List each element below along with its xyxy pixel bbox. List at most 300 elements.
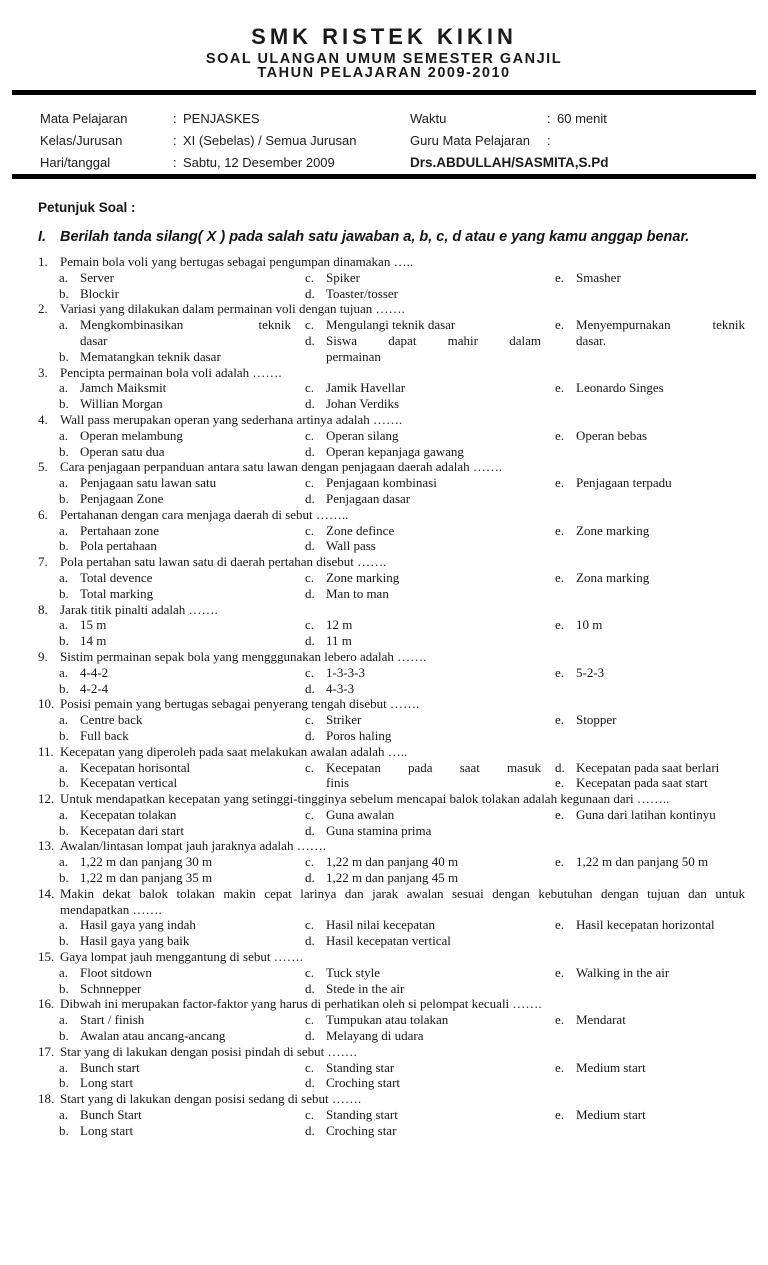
question-text-line: Gaya lompat jauh menggantung di sebut ……. [60,949,303,965]
option-text-line: 12 m [326,617,353,633]
answer-option-column [59,1012,305,1044]
answer-option [305,917,555,933]
option-text [326,286,555,302]
option-text-line: Zone marking [326,569,400,585]
answer-option [59,491,305,507]
option-letter: b. [59,1075,69,1091]
option-text-line: 15 m [80,617,107,633]
option-letter: a. [59,1107,69,1123]
option-text [326,428,555,444]
option-text-line: Striker [326,712,362,728]
answer-option [305,823,555,839]
option-letter: d. [305,1122,315,1138]
option-text-line: 1,22 m dan panjang 30 m [80,854,213,870]
option-text [576,665,745,681]
option-letter: a. [59,617,69,633]
question [38,1091,745,1138]
option-text [80,538,305,554]
option-text-line: Hasil gaya yang indah [80,917,196,933]
option-letter: d. [305,822,315,838]
option-letter: d. [305,980,315,996]
answer-option-column [555,428,745,460]
answer-option [59,854,305,870]
answer-option [305,760,555,792]
answer-option-column [305,270,555,302]
answer-option-column [305,854,555,886]
option-text [326,570,555,586]
question [38,744,745,791]
exam-header [0,0,768,80]
option-text-line: Toaster/tosser [326,285,399,301]
option-letter: b. [59,680,69,696]
answer-option [305,475,555,491]
option-letter: d. [305,332,315,348]
option-text [80,1028,305,1044]
option-letter: d. [305,285,315,301]
option-letter: a. [59,854,69,870]
question-text [60,996,745,1012]
option-letter: b. [59,822,69,838]
question [38,838,745,885]
option-text [80,665,305,681]
option-text [576,1107,745,1123]
meta-colon: : [173,111,177,126]
option-text [80,965,305,981]
answer-option-column [59,665,305,697]
option-text [326,1075,555,1091]
answer-option [555,1012,745,1028]
option-text [326,444,555,460]
option-letter: d. [305,585,315,601]
option-letter: b. [59,775,69,791]
answer-option [555,760,745,776]
option-text [326,633,555,649]
option-text [326,523,555,539]
option-text [326,1107,555,1123]
answer-option [555,965,745,981]
option-text-line: Medium start [576,1059,646,1075]
answer-option [59,1075,305,1091]
option-letter: c. [305,1107,315,1123]
question-text [60,949,745,965]
answer-options [59,712,745,744]
answer-options [59,665,745,697]
question-text-line: Sistim permainan sepak bola yang mengggunakan lebero adalah ……. [60,648,427,664]
option-text-line: 1-3-3-3 [326,664,365,680]
option-text-line: Hasil kecepatan horizontal [576,917,715,933]
option-text-line: Penjagaan dasar [326,490,411,506]
option-text-line: Melayang di udara [326,1028,424,1044]
answer-option [305,1012,555,1028]
option-text-line: Jamik Havellar [326,380,406,396]
answer-option [59,1028,305,1044]
answer-option-column [59,760,305,792]
option-text [326,1123,555,1139]
answer-option [555,570,745,586]
option-letter: e. [555,269,565,285]
answer-option [555,807,745,823]
answer-option-column [305,1012,555,1044]
exam-title-line1: SOAL ULANGAN UMUM SEMESTER GANJIL [205,51,563,67]
answer-option-column [305,760,555,792]
answer-option-column [555,917,745,949]
question-text-line: mendapatkan ……. [60,901,162,917]
answer-option-column [305,917,555,949]
option-text-line: Walking in the air [576,964,670,980]
option-text-line: Kecepatan pada saat berlari [576,759,720,775]
option-text-line: Stede in the air [326,980,405,996]
answer-option [59,760,305,776]
option-text-line: Total marking [80,585,154,601]
option-text-line: 4-3-3 [326,680,355,696]
option-text-line: 4-4-2 [80,664,109,680]
question-text [60,791,745,807]
option-letter: c. [305,664,315,680]
option-letter: a. [59,1012,69,1028]
option-letter: d. [305,727,315,743]
option-text [80,396,305,412]
option-text [80,807,305,823]
answer-option [59,681,305,697]
option-letter: b. [59,443,69,459]
option-text-line: dasar. [576,332,606,348]
section-instruction [38,230,758,244]
answer-option [59,286,305,302]
option-text-line: Operan silang [326,427,399,443]
option-text-line: Penjagaan kombinasi [326,475,437,491]
option-letter: b. [59,1122,69,1138]
option-text [326,1012,555,1028]
option-text [80,854,305,870]
answer-option-column [555,570,745,602]
answer-option [59,823,305,839]
question-text-line: Star yang di lakukan dengan posisi pindah di sebut ……. [60,1043,357,1059]
answer-option [305,1028,555,1044]
option-letter: a. [59,475,69,491]
option-text-line: Operan bebas [576,427,648,443]
option-text [576,712,745,728]
question-number: 1. [38,254,48,269]
answer-options [59,570,745,602]
answer-option [59,775,305,791]
option-text [326,491,555,507]
answer-options [59,854,745,886]
option-text-line: Full back [80,727,129,743]
option-letter: c. [305,380,315,396]
option-text-line: Schnnepper [80,980,142,996]
answer-option [59,1107,305,1123]
option-text-line: Server [80,269,114,285]
option-text [576,854,745,870]
option-text [80,317,305,349]
question-number: 10. [38,696,55,712]
answer-option-column [555,965,745,997]
answer-option [305,617,555,633]
answer-option-column [305,475,555,507]
option-letter: b. [59,980,69,996]
option-text-line: Operan kepanjaga gawang [326,443,464,459]
option-text-line: 5-2-3 [576,664,605,680]
option-text [80,491,305,507]
question [38,996,745,1043]
meta-value-subject: PENJASKES [183,111,260,126]
option-letter: a. [59,317,69,333]
option-letter: e. [555,712,565,728]
question-number: 16. [38,996,55,1012]
option-text [326,681,555,697]
option-text [326,1028,555,1044]
option-letter: e. [555,964,565,980]
answer-option [59,807,305,823]
answer-option [59,586,305,602]
option-text [80,1012,305,1028]
option-text-line: Kecepatan vertical [80,775,178,791]
answer-option [305,286,555,302]
answer-option [59,523,305,539]
question-text-line: Untuk mendapatkan kecepatan yang setinggi-tingginya sebelum mencapai balok tolakan adalah kegunaan dari …….. [60,791,670,807]
option-text-line: Hasil gaya yang baik [80,933,190,949]
answer-option-column [305,665,555,697]
question [38,886,745,949]
option-letter: e. [555,854,565,870]
question-text [60,507,745,523]
option-text [326,933,555,949]
option-text-line: Start / finish [80,1012,145,1028]
option-letter: b. [59,538,69,554]
question-text-line: Variasi yang dilakukan dalam permainan voli dengan tujuan ……. [60,301,405,317]
answer-option [305,728,555,744]
answer-option [59,349,305,365]
option-text-line: Zona marking [576,569,650,585]
answer-option [59,665,305,681]
option-text [326,665,555,681]
question-text [60,1091,745,1107]
answer-option-column [305,1107,555,1139]
question-text-line: Wall pass merupakan operan yang sederhana artinya adalah ……. [60,411,403,427]
question [38,412,745,459]
answer-option-column [305,570,555,602]
option-text-line: Kecepatan pada saat masuk [326,759,541,775]
answer-option [305,428,555,444]
question [38,649,745,696]
answer-option [555,270,745,286]
option-text [80,1123,305,1139]
answer-option-column [59,523,305,555]
question-number: 17. [38,1043,55,1059]
option-letter: b. [59,933,69,949]
option-text [326,870,555,886]
option-letter: a. [59,522,69,538]
answer-options [59,475,745,507]
option-text [576,1060,745,1076]
option-letter: e. [555,917,565,933]
option-letter: b. [59,348,69,364]
option-letter: c. [305,475,315,491]
option-text [326,917,555,933]
answer-option [305,1107,555,1123]
option-text-line: Mematangkan teknik dasar [80,348,221,364]
answer-option-column [305,1060,555,1092]
option-text-line: Pertahaan zone [80,522,160,538]
meta-label-teacher: Guru Mata Pelajaran [410,133,530,148]
option-text-line: Zone marking [576,522,650,538]
option-text-line: Smasher [576,269,621,285]
section-number: I. [38,229,47,245]
answer-option-column [555,475,745,507]
option-text [80,823,305,839]
option-text-line: 1,22 m dan panjang 45 m [326,870,459,886]
option-letter: c. [305,854,315,870]
option-letter: e. [555,475,565,491]
option-text-line: Centre back [80,712,143,728]
option-text [80,380,305,396]
answer-option-column [555,1107,745,1139]
answer-option-column [305,317,555,364]
answer-option [555,380,745,396]
option-letter: e. [555,1012,565,1028]
option-text-line: Standing star [326,1059,395,1075]
option-letter: a. [59,759,69,775]
option-text [80,586,305,602]
option-text-line: Long start [80,1075,134,1091]
option-text-line: Guna dari latihan kontinyu [576,806,716,822]
question [38,949,745,996]
answer-option-column [555,317,745,364]
answer-option-column [59,380,305,412]
option-text-line: Mendarat [576,1012,626,1028]
answer-option-column [555,665,745,697]
answer-option [555,617,745,633]
answer-option [59,933,305,949]
option-text-line: Man to man [326,585,389,601]
answer-option [59,396,305,412]
option-letter: b. [59,585,69,601]
option-text-line: Standing start [326,1107,398,1123]
answer-option-column [59,807,305,839]
answer-option [555,1107,745,1123]
option-text-line: Bunch Start [80,1107,142,1123]
answer-option-column [59,1107,305,1139]
option-text [576,1012,745,1028]
question-number: 12. [38,791,55,807]
answer-option [59,965,305,981]
option-text [80,870,305,886]
answer-option [59,870,305,886]
meta-label-time: Waktu [410,111,447,126]
option-text [80,981,305,997]
instructions-heading: Petunjuk Soal : [38,200,136,215]
answer-option-column [59,428,305,460]
option-text-line: Blockir [80,285,119,301]
answer-option [305,1075,555,1091]
option-text [80,617,305,633]
question-text-line: Pola pertahan satu lawan satu di daerah pertahan disebut ……. [60,554,387,570]
answer-option-column [555,1060,745,1092]
option-text-line: Kecepatan tolakan [80,806,177,822]
option-letter: e. [555,427,565,443]
option-text [326,1060,555,1076]
answer-option [305,807,555,823]
option-letter: c. [305,712,315,728]
answer-option-column [305,523,555,555]
option-text-line: Kecepatan pada saat start [576,775,708,791]
meta-label-subject: Mata Pelajaran [40,111,128,126]
option-text-line: Operan melambung [80,427,183,443]
option-letter: e. [555,664,565,680]
question-text [60,696,745,712]
option-letter: c. [305,1012,315,1028]
option-text [576,807,745,823]
option-letter: d. [305,490,315,506]
option-letter: c. [305,617,315,633]
option-text-line: Leonardo Singes [576,380,664,396]
option-text-line: Kecepatan dari start [80,822,184,838]
question-number: 18. [38,1091,55,1107]
answer-option [59,317,305,349]
question-text [60,365,745,381]
question-text-line: Cara penjagaan perpanduan antara satu lawan dengan penjagaan daerah adalah ……. [60,459,503,475]
option-text [576,523,745,539]
school-name: SMK RISTEK KIKIN [251,24,517,49]
answer-option [59,917,305,933]
answer-option [59,728,305,744]
option-letter: c. [305,917,315,933]
answer-options [59,270,745,302]
question-text [60,1044,745,1060]
question [38,1044,745,1091]
answer-option-column [59,617,305,649]
option-text-line: Hasil kecepatan vertical [326,933,451,949]
answer-option [305,933,555,949]
meta-row [40,108,768,130]
option-letter: a. [59,806,69,822]
answer-option [305,523,555,539]
answer-option [59,475,305,491]
exam-title-line2: TAHUN PELAJARAN 2009-2010 [257,64,511,81]
option-text [326,965,555,981]
option-letter: a. [59,1059,69,1075]
meta-label-class: Kelas/Jurusan [40,133,123,148]
option-letter: e. [555,1059,565,1075]
option-letter: e. [555,1107,565,1123]
answer-option [555,428,745,444]
meta-value-time: 60 menit [557,111,607,126]
meta-colon: : [547,111,551,126]
answer-option [305,1123,555,1139]
answer-option-column [305,712,555,744]
question [38,791,745,838]
option-letter: a. [59,664,69,680]
option-text [326,586,555,602]
option-text-line: Mengkombinasikan teknik [80,317,291,333]
question-number: 14. [38,885,55,901]
answer-option [555,854,745,870]
option-text [576,270,745,286]
answer-option [555,665,745,681]
option-text [576,317,745,349]
option-letter: d. [305,1075,315,1091]
option-text [326,475,555,491]
option-letter: d. [555,759,565,775]
question-number: 11. [38,743,54,759]
question-text [60,412,745,428]
answer-option-column [59,475,305,507]
option-text-line: Stopper [576,712,617,728]
answer-options [59,523,745,555]
answer-options [59,380,745,412]
option-text [80,1075,305,1091]
option-text-line: 10 m [576,617,603,633]
